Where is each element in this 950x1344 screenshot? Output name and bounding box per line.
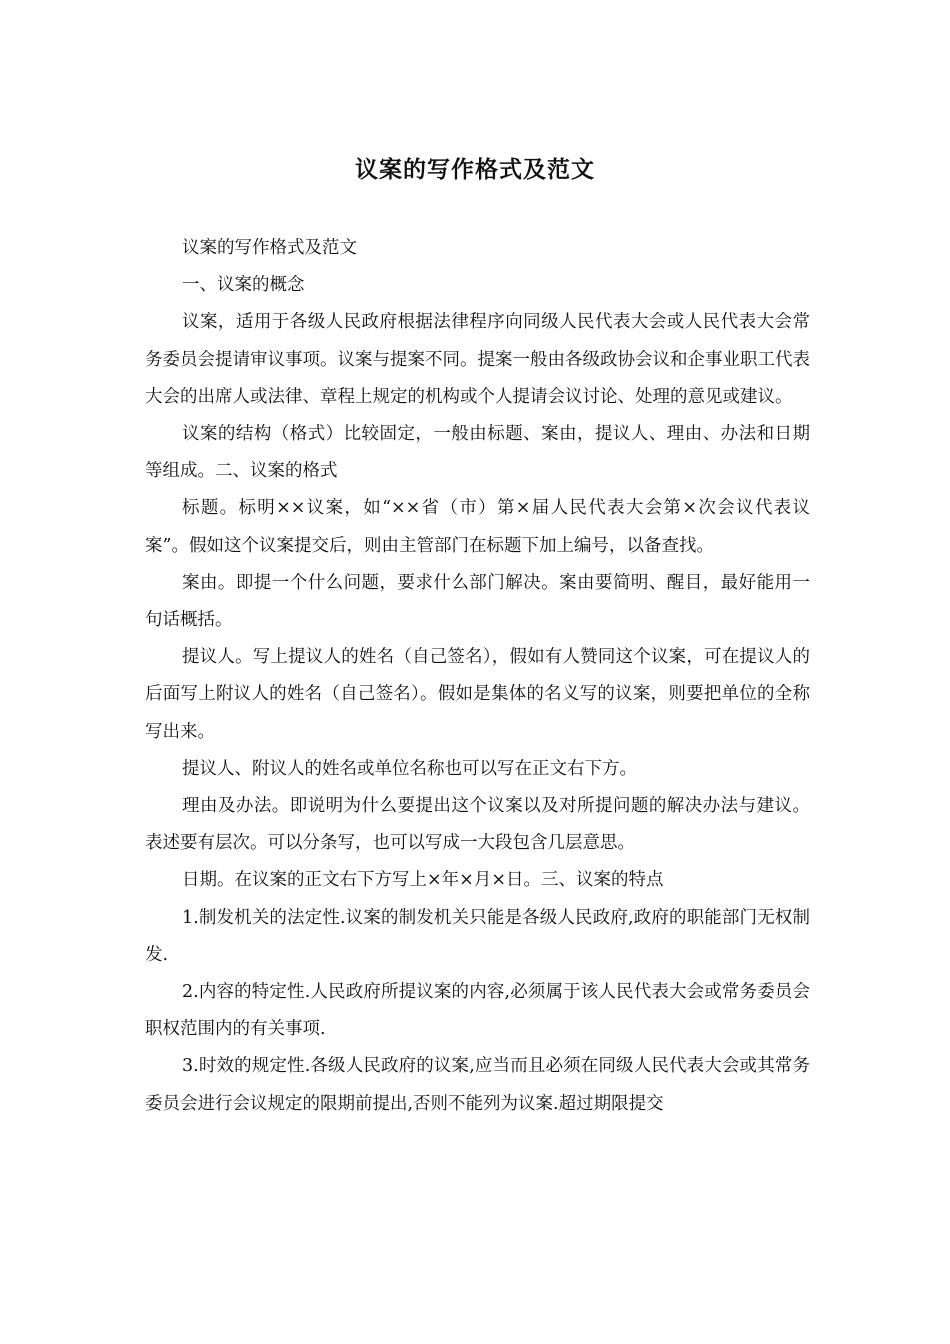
paragraph-case-reason: 案由。即提一个什么问题，要求什么部门解决。案由要简明、醒目，最好能用一句话概括。: [145, 572, 810, 631]
paragraph-feature-3: 3.时效的规定性.各级人民政府的议案,应当而且必须在同级人民代表大会或其常务委员会进行会议规定的限期前提出,否则不能列为议案.超过期限提交: [145, 1056, 810, 1114]
paragraph-reason-method: 理由及办法。即说明为什么要提出这个议案以及对所提问题的解决办法与建议。表述要有层次。可以分条写，也可以写成一大段包含几层意思。: [145, 796, 810, 854]
document-title: 议案的写作格式及范文: [355, 156, 595, 183]
paragraph-feature-2: 2.内容的特定性.人民政府所提议案的内容,必须属于该人民代表大会或常务委员会职权范围内的有关事项.: [145, 982, 810, 1040]
document-body: [145, 230, 810, 1123]
paragraph-section-1-heading: 一、议案的概念: [182, 275, 305, 296]
paragraph-feature-1: 1.制发机关的法定性.议案的制发机关只能是各级人民政府,政府的职能部门无权制发.: [145, 907, 810, 965]
paragraph-signature-position: 提议人、附议人的姓名或单位名称也可以写在正文右下方。: [182, 758, 637, 779]
paragraph-title-format: 标题。标明××议案，如“××省（市）第×届人民代表大会第×次会议代表议案”。假如这个议案提交后，则由主管部门在标题下加上编号，以备查找。: [145, 498, 810, 556]
paragraph-structure: 议案的结构（格式）比较固定，一般由标题、案由，提议人、理由、办法和日期等组成。二、议案的格式: [145, 424, 810, 482]
paragraph-proposer: 提议人。写上提议人的姓名（自己签名），假如有人赞同这个议案，可在提议人的后面写上附议人的姓名（自己签名）。假如是集体的名义写的议案，则要把单位的全称写出来。: [145, 647, 810, 742]
paragraph-date: 日期。在议案的正文右下方写上×年×月×日。三、议案的特点: [182, 870, 664, 891]
paragraph-concept: 议案，适用于各级人民政府根据法律程序向同级人民代表大会或人民代表大会常务委员会提请审议事项。议案与提案不同。提案一般由各级政协会议和企事业职工代表大会的出席人或法律、章程上规定的机构或个人提请会议讨论、处理的意见或建议。: [145, 312, 810, 407]
paragraph-subtitle: 议案的写作格式及范文: [182, 238, 357, 258]
